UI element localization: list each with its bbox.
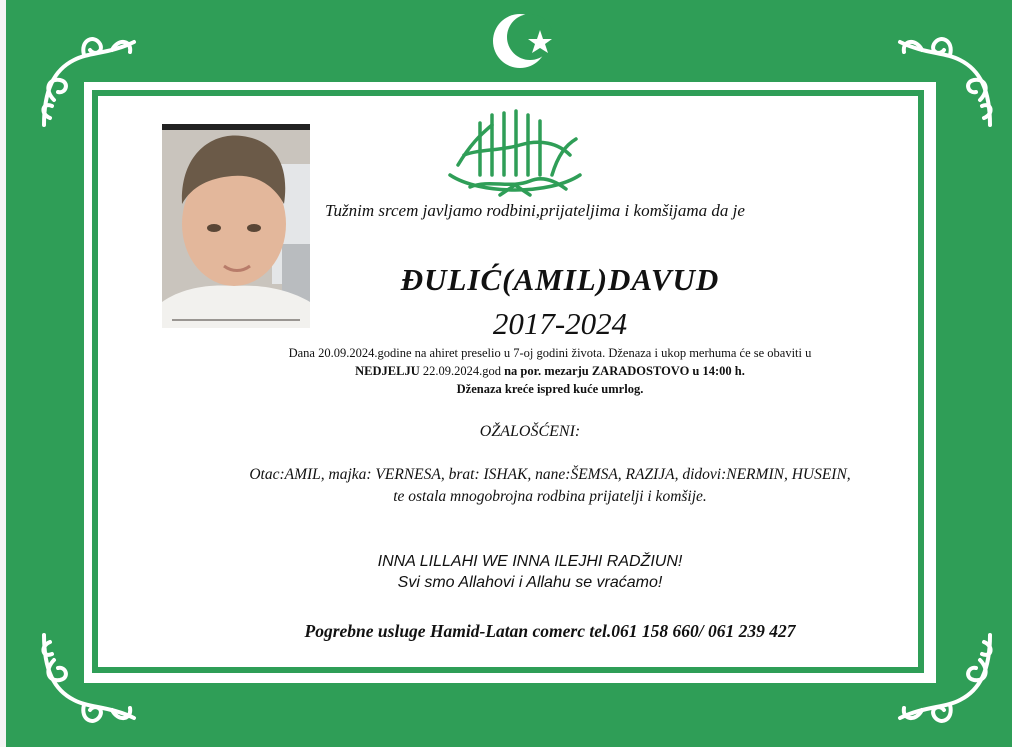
mourners-list: Otac:AMIL, majka: VERNESA, brat: ISHAK, nane:ŠEMSA, RAZIJA, didovi:NERMIN, HUSEIN, (249, 466, 851, 483)
mourners-heading: OŽALOŠĆENI: (479, 423, 581, 440)
funeral-date: 22.09.2024.god (419, 364, 505, 378)
funeral-service-contact: Pogrebne usluge Hamid-Latan comerc tel.061 158 660/ 061 239 427 (304, 621, 796, 641)
funeral-info-line-1: Dana 20.09.2024.godine na ahiret preselio u 7-oj godini života. Dženaza i ukop merhuma će se obaviti u (288, 346, 812, 360)
life-years: 2017-2024 (492, 306, 628, 341)
funeral-place: na por. mezarju ZARADOSTOVO u 14:00 h. (504, 364, 745, 378)
mourners-extra: te ostala mnogobrojna rodbina prijatelji i komšije. (393, 488, 707, 505)
paper-edge (0, 0, 6, 747)
crescent-star-icon (490, 8, 562, 74)
intro-text: Tužnim srcem javljamo rodbini,prijateljima i komšijama da je (325, 201, 745, 220)
portrait-photo (162, 124, 310, 328)
deceased-name: ĐULIĆ(AMIL)DAVUD (400, 262, 720, 297)
procession-info: Dženaza kreće ispred kuće umrlog. (456, 382, 644, 396)
dua-line-2: Svi smo Allahovi i Allahu se vraćamo! (397, 574, 663, 591)
funeral-day: NEDJELJU (355, 364, 420, 378)
arabic-calligraphy-emblem (440, 105, 590, 200)
dua-line-1: INNA LILLAHI WE INNA ILEJHI RADŽIUN! (377, 553, 683, 570)
funeral-info-line-2 (160, 364, 940, 379)
